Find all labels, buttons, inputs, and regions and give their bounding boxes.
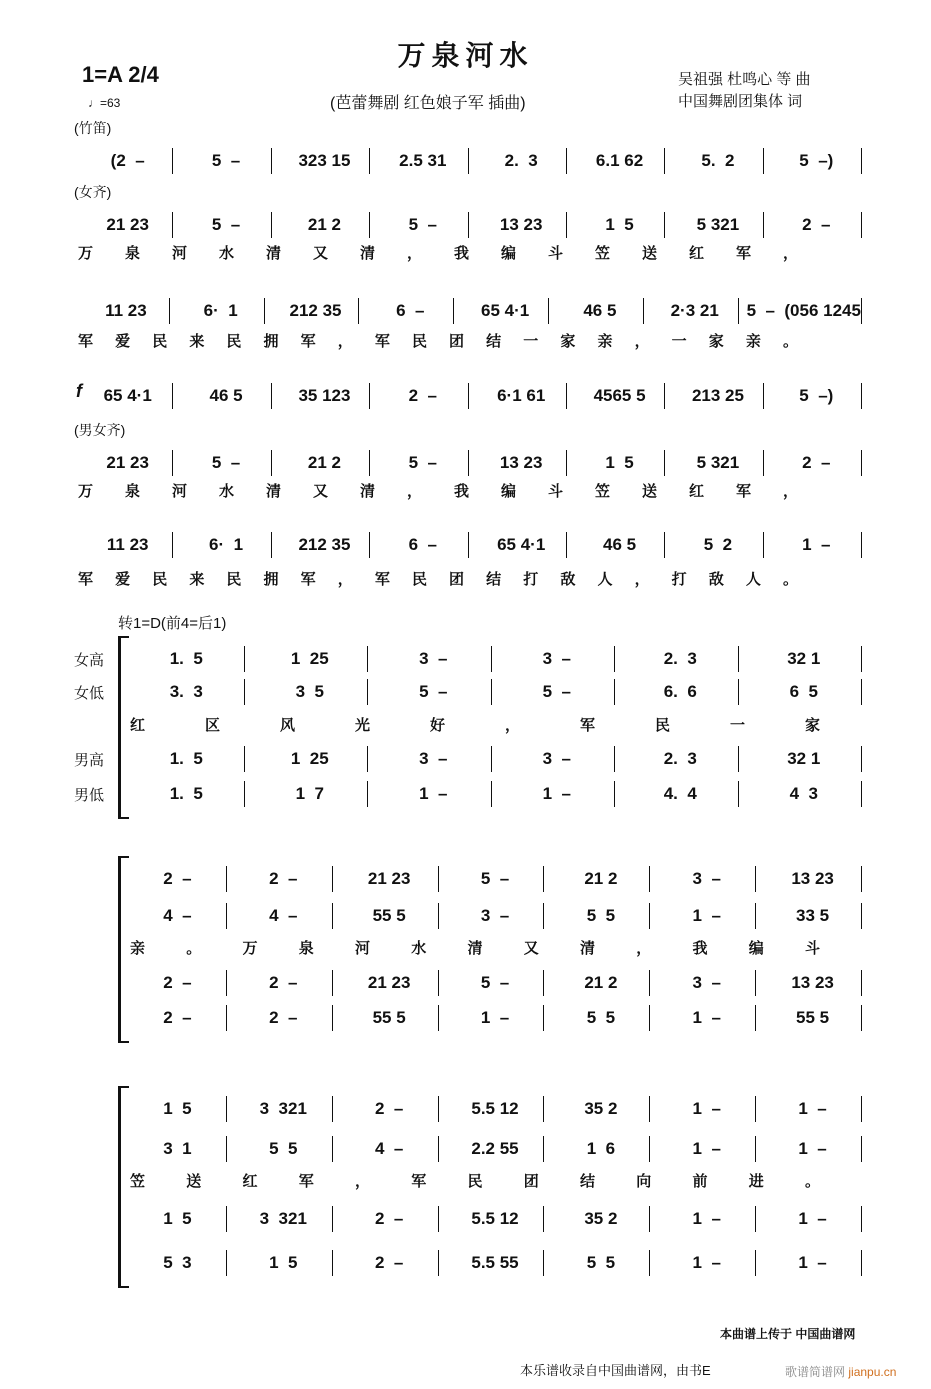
measure: 46 5 <box>566 532 664 558</box>
measure: 32 1 <box>738 646 863 672</box>
system-label: (竹笛) <box>74 120 112 136</box>
staff-line <box>75 148 862 174</box>
lyrics-line: 万泉河水清又清，我编斗笠送红军， <box>78 483 798 500</box>
measure: 1. 5 <box>120 781 244 807</box>
tempo-mark: ♩=63 <box>88 96 121 110</box>
lyrics-line: 军爱民来民拥军，军民团结一家亲，一家亲。 <box>78 333 798 350</box>
measure: 2 – <box>120 866 226 892</box>
measure: 6 5 <box>738 679 863 705</box>
measure: 2 – <box>369 383 467 409</box>
measure: 1 – <box>755 1206 862 1232</box>
staff-line <box>75 383 862 409</box>
lyrics-line: 军爱民来民拥军，军民团结打敌人，打敌人。 <box>78 571 798 588</box>
measure: 1 – <box>649 1096 755 1122</box>
measure: 5 5 <box>543 903 649 929</box>
measure: 213 25 <box>664 383 762 409</box>
composer-credit: 吴祖强 杜鸣心 等 曲 <box>678 71 811 88</box>
measure: 65 4·1 <box>453 298 548 324</box>
measure: 1 25 <box>244 746 368 772</box>
measure: 21 2 <box>543 970 649 996</box>
modulation-mark: 转1=D(前4=后1) <box>118 615 227 632</box>
measure: 5 321 <box>664 450 762 476</box>
choir-staff-line <box>120 1250 862 1276</box>
measure: 3 – <box>491 746 615 772</box>
upload-note: 本曲谱上传于 中国曲谱网 <box>720 1327 856 1341</box>
staff-line <box>75 450 862 476</box>
lyricist-credit: 中国舞剧团集体 词 <box>678 93 803 110</box>
measure: 5 – <box>491 679 615 705</box>
measure: 55 5 <box>332 903 438 929</box>
watermark <box>785 1363 896 1380</box>
measure: 5 – <box>367 679 491 705</box>
measure: 3. 3 <box>120 679 244 705</box>
measure: 21 23 <box>106 215 149 234</box>
measure: 2 – <box>763 212 862 238</box>
measure: 32 1 <box>738 746 863 772</box>
measure: 2 – <box>120 1005 226 1031</box>
measure: 5 – <box>438 970 544 996</box>
measure: 6 – <box>358 298 453 324</box>
measure: 5 – <box>172 148 270 174</box>
measure: 3 – <box>367 646 491 672</box>
measure: 6· 1 <box>169 298 264 324</box>
measure: 2 – <box>332 1096 438 1122</box>
measure: 1 5 <box>120 1206 226 1232</box>
measure: 5 5 <box>543 1250 649 1276</box>
lyrics-line: 万泉河水清又清，我编斗笠送红军， <box>78 245 798 262</box>
measure: 5 5 <box>543 1005 649 1031</box>
measure: 1 – <box>649 1206 755 1232</box>
song-subtitle: (芭蕾舞剧 红色娘子军 插曲) <box>330 95 526 112</box>
measure: 5. 2 <box>664 148 762 174</box>
choir-staff-line <box>120 866 862 892</box>
measure: 13 23 <box>755 970 862 996</box>
measure: 2. 3 <box>614 646 738 672</box>
measure: 46 5 <box>172 383 270 409</box>
measure: 4 – <box>226 903 332 929</box>
measure: 5.5 12 <box>438 1206 544 1232</box>
measure: 1 5 <box>226 1250 332 1276</box>
measure: 5 – <box>438 866 544 892</box>
measure: 5 – (056 1245 <box>738 298 862 324</box>
measure: 3 – <box>438 903 544 929</box>
measure: 5 –) <box>763 148 862 174</box>
measure: 6. 6 <box>614 679 738 705</box>
measure: 1. 5 <box>120 646 244 672</box>
measure: 3 – <box>649 970 755 996</box>
measure: 3 – <box>367 746 491 772</box>
measure: 1 6 <box>543 1136 649 1162</box>
measure: 1 – <box>763 532 862 558</box>
measure: 4565 5 <box>566 383 664 409</box>
measure: 5 – <box>369 450 467 476</box>
measure: 21 2 <box>543 866 649 892</box>
measure: 2 – <box>332 1206 438 1232</box>
system-label: (女齐) <box>74 184 112 200</box>
measure: 2. 3 <box>614 746 738 772</box>
measure: 3 5 <box>244 679 368 705</box>
part-label: 女高 <box>74 652 105 669</box>
watermark-cn: 歌谱简谱网 <box>785 1365 846 1379</box>
measure: 1 – <box>755 1250 862 1276</box>
measure: 55 5 <box>755 1005 862 1031</box>
measure: 1 – <box>649 903 755 929</box>
choir-staff-line <box>120 679 862 705</box>
measure: 2 – <box>226 866 332 892</box>
measure: 2.5 31 <box>369 148 467 174</box>
measure: 2 – <box>763 450 862 476</box>
part-label: 女低 <box>74 685 105 702</box>
measure: 5 – <box>172 450 270 476</box>
measure: 2·3 21 <box>643 298 738 324</box>
measure: 5 3 <box>120 1250 226 1276</box>
choir-staff-line <box>120 1136 862 1162</box>
measure: 3 321 <box>226 1096 332 1122</box>
measure: 3 321 <box>226 1206 332 1232</box>
measure: 11 23 <box>106 535 149 554</box>
measure: 2. 3 <box>468 148 566 174</box>
choir-staff-line <box>120 1206 862 1232</box>
measure: 1 – <box>438 1005 544 1031</box>
measure: 21 23 <box>332 866 438 892</box>
measure: 35 2 <box>543 1206 649 1232</box>
choir-staff-line <box>120 970 862 996</box>
measure: 2 – <box>226 970 332 996</box>
measure: 1 – <box>755 1136 862 1162</box>
measure: 4 – <box>120 903 226 929</box>
measure: 1 – <box>755 1096 862 1122</box>
measure: 5 – <box>369 212 467 238</box>
measure: 46 5 <box>548 298 643 324</box>
measure: 1 – <box>649 1250 755 1276</box>
measure: 35 2 <box>543 1096 649 1122</box>
staff-line <box>75 298 862 324</box>
measure: 5 5 <box>226 1136 332 1162</box>
measure: 2 – <box>332 1250 438 1276</box>
measure: 1 7 <box>244 781 368 807</box>
measure: 2 – <box>120 970 226 996</box>
song-title: 万泉河水 <box>397 39 534 72</box>
measure: 21 23 <box>106 453 149 472</box>
choir-lyrics: 亲。万泉河水清又清，我编斗 <box>130 940 820 957</box>
choir-staff-line <box>120 646 862 672</box>
measure: 13 23 <box>755 866 862 892</box>
choir-staff-line <box>120 1096 862 1122</box>
part-label: 男高 <box>74 752 105 769</box>
choir-staff-line <box>120 746 862 772</box>
choir-staff-line <box>120 903 862 929</box>
measure: 4 3 <box>738 781 863 807</box>
measure: 1 5 <box>566 450 664 476</box>
system-label: f <box>76 381 82 401</box>
choir-lyrics: 红区风光好，军民一家 <box>130 717 820 734</box>
watermark-en: jianpu.cn <box>848 1365 897 1379</box>
choir-lyrics: 笠送红军，军民团结向前进。 <box>130 1173 820 1190</box>
key-signature: 1=A 2/4 <box>82 62 159 87</box>
measure: 6·1 61 <box>468 383 566 409</box>
measure: 1 25 <box>244 646 368 672</box>
system-label: (男女齐) <box>74 422 126 438</box>
measure: 33 5 <box>755 903 862 929</box>
measure: 3 – <box>491 646 615 672</box>
measure: 21 23 <box>332 970 438 996</box>
staff-line <box>75 212 862 238</box>
measure: 1 – <box>649 1136 755 1162</box>
measure: 212 35 <box>271 532 369 558</box>
measure: 35 123 <box>271 383 369 409</box>
choir-staff-line <box>120 1005 862 1031</box>
measure: 5.5 55 <box>438 1250 544 1276</box>
measure: 1 – <box>491 781 615 807</box>
measure: 65 4·1 <box>468 532 566 558</box>
measure: 65 4·1 <box>103 386 152 405</box>
measure: 1 – <box>367 781 491 807</box>
measure: 55 5 <box>332 1005 438 1031</box>
choir-staff-line <box>120 781 862 807</box>
measure: 5 2 <box>664 532 762 558</box>
measure: 1. 5 <box>120 746 244 772</box>
measure: 5 –) <box>763 383 862 409</box>
measure: 2.2 55 <box>438 1136 544 1162</box>
measure: 5 321 <box>664 212 762 238</box>
measure: 1 5 <box>120 1096 226 1122</box>
measure: 2 – <box>226 1005 332 1031</box>
measure: 3 – <box>649 866 755 892</box>
staff-line <box>75 532 862 558</box>
measure: 1 5 <box>566 212 664 238</box>
measure: 21 2 <box>271 450 369 476</box>
source-note: 本乐谱收录自中国曲谱网，由书E <box>520 1363 711 1378</box>
measure: 5 – <box>172 212 270 238</box>
measure: 11 23 <box>105 301 147 320</box>
part-label: 男低 <box>74 787 105 804</box>
measure: 1 – <box>649 1005 755 1031</box>
measure: 6 – <box>369 532 467 558</box>
measure: 3 1 <box>120 1136 226 1162</box>
measure: 5.5 12 <box>438 1096 544 1122</box>
measure: 13 23 <box>468 450 566 476</box>
measure: 13 23 <box>468 212 566 238</box>
measure: 4. 4 <box>614 781 738 807</box>
measure: (2 – <box>110 151 145 170</box>
measure: 4 – <box>332 1136 438 1162</box>
measure: 6· 1 <box>172 532 270 558</box>
measure: 6.1 62 <box>566 148 664 174</box>
measure: 323 15 <box>271 148 369 174</box>
measure: 212 35 <box>264 298 359 324</box>
measure: 21 2 <box>271 212 369 238</box>
